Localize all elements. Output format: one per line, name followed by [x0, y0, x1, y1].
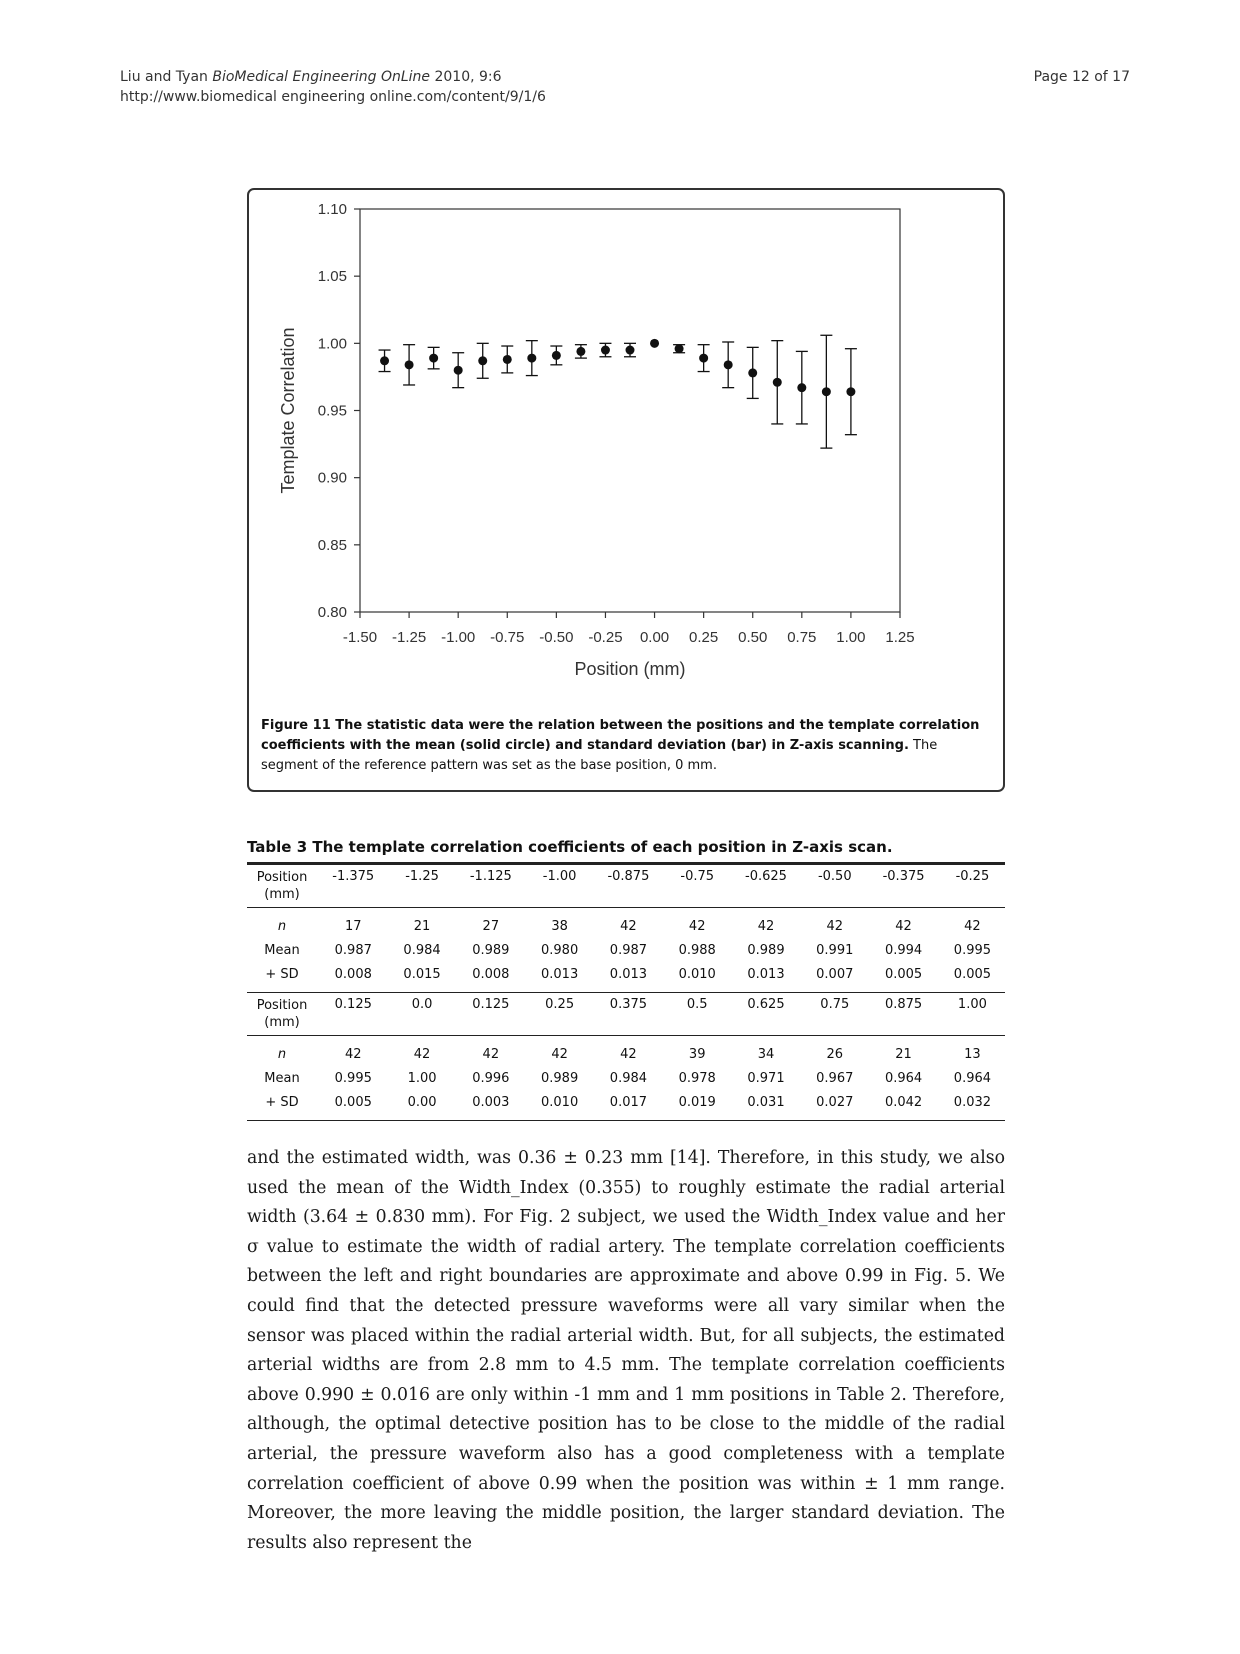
mean-point	[576, 347, 585, 356]
table-cell: 0.005	[317, 1090, 390, 1121]
row-label	[247, 1090, 317, 1121]
x-tick-label: 0.75	[787, 629, 817, 646]
mean-point	[503, 355, 512, 364]
row-label	[247, 1036, 317, 1067]
y-tick-label: 1.05	[317, 268, 347, 286]
x-tick-label: 0.25	[689, 629, 719, 646]
header-journal: BioMedical Engineering OnLine	[212, 69, 431, 85]
row-label	[247, 993, 317, 1036]
plot-frame	[360, 209, 900, 612]
x-tick-label: -0.50	[539, 629, 574, 646]
table-cell: 0.375	[592, 993, 665, 1036]
mean-label: Mean	[264, 942, 300, 958]
table-cell: 17	[317, 908, 390, 939]
table-cell: 0.625	[730, 993, 803, 1036]
table-cell: -0.50	[802, 864, 867, 908]
table-cell: -1.125	[455, 864, 528, 908]
header-authors: Liu and Tyan	[120, 69, 208, 85]
row-label	[247, 908, 317, 939]
mean-point	[552, 351, 561, 360]
table-cell: -1.25	[390, 864, 455, 908]
mean-row	[247, 938, 1005, 962]
table-cell: 42	[730, 908, 803, 939]
table-cell: 0.984	[403, 942, 441, 958]
table-cell: 42	[390, 1036, 455, 1067]
table-cell: 0.010	[527, 1090, 592, 1121]
error-bar-chart	[249, 190, 1003, 710]
table-cell: 0.980	[541, 942, 579, 958]
table-cell: 0.019	[665, 1090, 730, 1121]
x-tick-label: -0.75	[490, 629, 525, 646]
y-axis-label: Template Correlation	[278, 327, 298, 494]
mean-point	[650, 339, 659, 348]
caption-label: Figure 11	[261, 718, 331, 733]
body-paragraph: and the estimated width, was 0.36 ± 0.23 mm [14]. Therefore, in this study, we also used the mean of the Width_Index (0.355) to roughly estimate the radial arterial width (3.64 ± 0.830 mm). For Fig. 2 subject, we used the Width_Index value and her σ value to estimate the width of radial artery. The template correlation coefficients between the left and right boundaries are approximate and above 0.99 in Fig. 5. We could find that the detected pressure waveforms were all vary similar when the sensor was placed within the radial arterial width. But, for all subjects, the estimated arterial widths are from 2.8 mm to 4.5 mm. The template correlation coefficients above 0.990 ± 0.016 are only within -1 mm and 1 mm positions in Table 2. Therefore, although, the optimal detective position has to be close to the middle of the radial arterial, the pressure waveform also has a good completeness with a template correlation coefficient of above 0.99 when the position was within ± 1 mm range. Moreover, the more leaving the middle position, the larger standard deviation. The results also represent the	[247, 1148, 1005, 1553]
mean-point	[405, 360, 414, 369]
table-title: Table 3 The template correlation coefficients of each position in Z-axis scan.	[247, 838, 893, 856]
table-cell: 0.989	[747, 942, 785, 958]
table-cell: 42	[592, 1036, 665, 1067]
table-cell: 0.042	[867, 1090, 940, 1121]
mean-point	[822, 387, 831, 396]
y-tick-label: 1.10	[317, 201, 347, 218]
table-cell: -0.625	[730, 864, 803, 908]
mean-point	[429, 354, 438, 363]
table-cell: 0.967	[816, 1070, 854, 1086]
mean-point	[748, 368, 757, 377]
table-cell: 0.978	[678, 1070, 716, 1086]
table-cell: 0.008	[472, 966, 510, 982]
table-cell: 42	[867, 908, 940, 939]
mean-point	[527, 354, 536, 363]
position-label: Position	[256, 870, 308, 885]
table-cell: 0.013	[747, 966, 785, 982]
header-url[interactable]: http://www.biomedical engineering online.com/content/9/1/6	[120, 89, 546, 105]
position-label: Position	[256, 998, 308, 1013]
table-cell: 1.00	[940, 993, 1005, 1036]
x-tick-label: -1.50	[342, 629, 378, 646]
table-cell: 42	[940, 908, 1005, 939]
table-cell: 0.005	[953, 966, 992, 982]
y-tick-label: 0.90	[317, 469, 347, 487]
n-row	[247, 908, 1005, 939]
header-citation: 2010, 9:6	[430, 69, 502, 85]
sd-label: + SD	[265, 1094, 299, 1110]
table-cell: 1.00	[407, 1070, 437, 1086]
table-cell: 0.003	[455, 1090, 528, 1121]
table-cell: 0.008	[334, 966, 372, 982]
table-cell: 0.989	[472, 942, 510, 958]
table-cell: 0.032	[940, 1090, 1005, 1121]
table-cell: 26	[802, 1036, 867, 1067]
n-label: n	[277, 1046, 287, 1062]
table-cell: 0.995	[953, 942, 992, 958]
sd-label: + SD	[265, 966, 299, 982]
table-cell: 0.987	[334, 942, 372, 958]
table-cell: 0.010	[678, 966, 716, 982]
x-axis-label: Position (mm)	[574, 659, 686, 679]
x-tick-label: -1.00	[441, 629, 476, 646]
table-cell: 0.989	[541, 1070, 579, 1086]
table-cell: 0.25	[527, 993, 592, 1036]
correlation-table	[247, 862, 1005, 1121]
table-cell: 21	[390, 908, 455, 939]
position-row	[247, 993, 1005, 1036]
table-cell: 0.984	[609, 1070, 648, 1086]
figure-11	[247, 188, 1005, 792]
position-unit: (mm)	[264, 887, 300, 902]
table-cell: 0.005	[884, 966, 923, 982]
table-cell: 0.00	[390, 1090, 455, 1121]
x-tick-label: 1.25	[885, 629, 915, 646]
y-tick-label: 0.80	[317, 604, 347, 621]
x-tick-label: 0.00	[639, 629, 670, 646]
mean-point	[724, 360, 733, 369]
position-row	[247, 864, 1005, 908]
table-cell: 0.987	[609, 942, 648, 958]
table-cell: 0.0	[390, 993, 455, 1036]
table-cell: 0.125	[455, 993, 528, 1036]
table-cell: 39	[665, 1036, 730, 1067]
table-cell: 0.994	[884, 942, 923, 958]
mean-point	[380, 356, 389, 365]
table-cell: 0.013	[609, 966, 648, 982]
table-cell: 42	[592, 908, 665, 939]
y-tick-label: 0.85	[317, 536, 347, 554]
table-cell: 0.988	[678, 942, 716, 958]
table-cell: -0.75	[665, 864, 730, 908]
mean-label: Mean	[264, 1070, 300, 1086]
table-cell: 0.017	[592, 1090, 665, 1121]
mean-point	[797, 383, 806, 392]
table-cell: 0.995	[334, 1070, 372, 1086]
mean-point	[675, 344, 684, 353]
mean-point	[626, 346, 635, 355]
mean-point	[454, 366, 463, 375]
mean-point	[478, 356, 487, 365]
x-tick-label: 0.50	[738, 629, 768, 646]
n-row	[247, 1036, 1005, 1067]
x-tick-label: -0.25	[588, 629, 623, 646]
mean-point	[601, 346, 610, 355]
mean-row	[247, 1066, 1005, 1090]
mean-point	[699, 354, 708, 363]
table-cell: 38	[527, 908, 592, 939]
table-cell: 0.991	[816, 942, 854, 958]
x-tick-label: -1.25	[391, 629, 427, 646]
table-cell: 42	[455, 1036, 528, 1067]
mean-point	[773, 378, 782, 387]
table-cell: -0.375	[867, 864, 940, 908]
table-cell: 27	[455, 908, 528, 939]
table-cell: 34	[730, 1036, 803, 1067]
table-cell: 0.027	[802, 1090, 867, 1121]
table-cell: -0.25	[940, 864, 1005, 908]
y-tick-label: 0.95	[317, 402, 347, 420]
y-tick-label: 1.00	[317, 335, 347, 353]
x-tick-label: 1.00	[836, 629, 866, 646]
running-header	[120, 67, 546, 107]
figure-caption	[261, 716, 991, 776]
table-cell: 0.5	[665, 993, 730, 1036]
table-cell: -0.875	[592, 864, 665, 908]
table-cell: -1.00	[527, 864, 592, 908]
table-cell: 0.031	[730, 1090, 803, 1121]
caption-bold-text: The statistic data were the relation between the positions and the template correlation coefficients with the mean (solid circle) and standard deviation (bar) in Z-axis scanning.	[261, 718, 980, 753]
caption-text: The segment of the reference pattern was set as the base position, 0 mm.	[261, 738, 938, 773]
table-cell: 0.75	[802, 993, 867, 1036]
n-label: n	[277, 918, 287, 934]
table-cell: 42	[317, 1036, 390, 1067]
table-cell: 0.007	[816, 966, 854, 982]
table-cell: 0.964	[884, 1070, 923, 1086]
row-label	[247, 962, 317, 993]
table-cell: 21	[867, 1036, 940, 1067]
table-cell: -1.375	[317, 864, 390, 908]
sd-row	[247, 962, 1005, 993]
row-label	[247, 1066, 317, 1090]
table-cell: 0.875	[867, 993, 940, 1036]
table-cell: 42	[665, 908, 730, 939]
sd-row	[247, 1090, 1005, 1121]
mean-point	[846, 387, 855, 396]
position-unit: (mm)	[264, 1015, 300, 1030]
row-label	[247, 938, 317, 962]
table-cell: 0.013	[541, 966, 579, 982]
page-number: Page 12 of 17	[1033, 69, 1130, 85]
table-cell: 42	[527, 1036, 592, 1067]
table-cell: 0.125	[317, 993, 390, 1036]
table-cell: 13	[940, 1036, 1005, 1067]
table-cell: 42	[802, 908, 867, 939]
table-cell: 0.971	[747, 1070, 785, 1086]
table-cell: 0.996	[472, 1070, 510, 1086]
table-cell: 0.015	[403, 966, 441, 982]
table-cell: 0.964	[953, 1070, 992, 1086]
row-label	[247, 864, 317, 908]
